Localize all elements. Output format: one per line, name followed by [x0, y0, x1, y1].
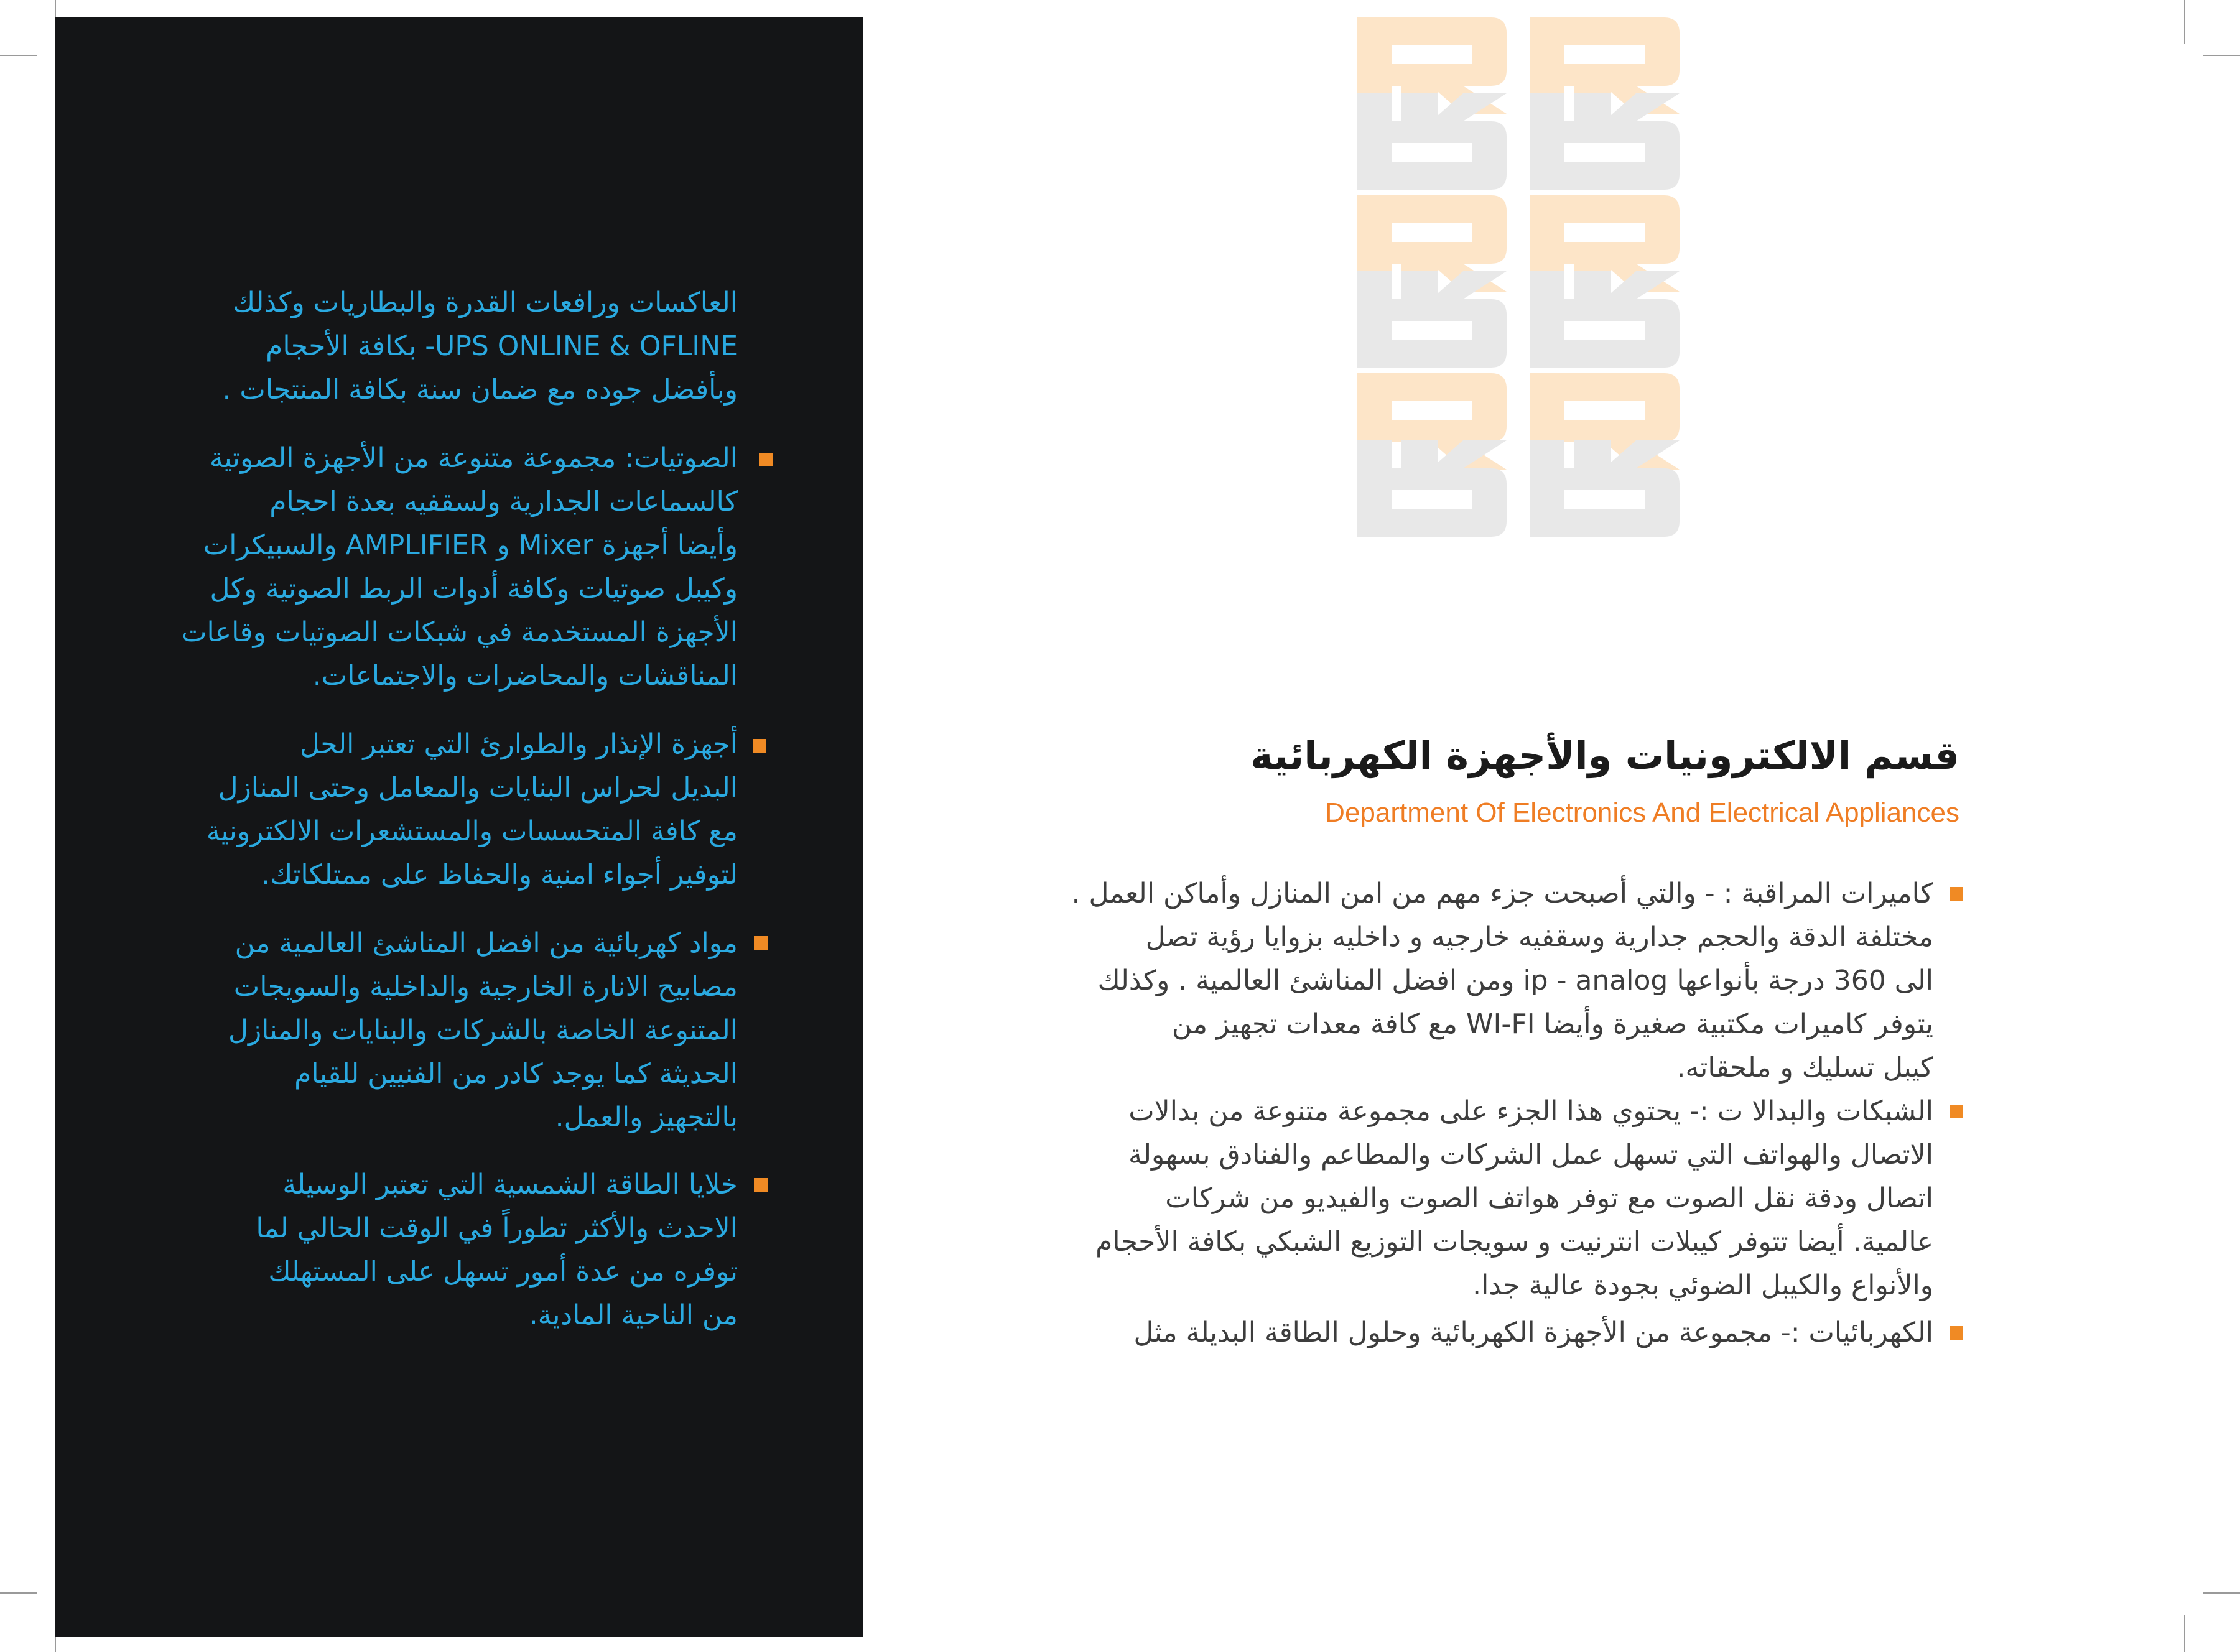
bullet-square: [1950, 1326, 1963, 1340]
text-line: كاميرات المراقبة : - والتي أصبحت جزء مهم من امن المنازل وأماكن العمل .: [1071, 878, 1933, 909]
bullet-square: [753, 739, 766, 753]
bullet-square: [759, 453, 773, 466]
crop-mark: [0, 55, 37, 56]
bullet-square: [1950, 1105, 1963, 1118]
text-line: الاتصال والهواتف التي تسهل عمل الشركات والمطاعم والفنادق بسهولة: [1128, 1139, 1933, 1171]
left-item-electrical-materials: [163, 922, 738, 1139]
text-line: مواد كهربائية من افضل المناشئ العالمية من: [235, 927, 738, 959]
text-line: الشبكات والبدالا ت :- يحتوي هذا الجزء على مجموعة متنوعة من بدالات: [1128, 1095, 1933, 1127]
text-line: بالتجهيز والعمل.: [555, 1102, 738, 1133]
text-line: الاحدث والأكثر تطوراً في الوقت الحالي لما: [256, 1212, 738, 1244]
left-item-alarms: [163, 723, 738, 897]
text-line: وكيبل صوتيات وكافة أدوات الربط الصوتية وكل: [210, 573, 738, 605]
text-line: أجهزة الإنذار والطوارئ التي تعتبر الحل: [300, 728, 738, 760]
text-line: عالمية. أيضا تتوفر كيبلات انترنيت و سويجات التوزيع الشبكي بكافة الأحجام: [1095, 1226, 1933, 1258]
text-line: الى 360 درجة بأنواعها ip - analog ومن افضل المناشئ العالمية . وكذلك: [1097, 965, 1933, 996]
text-line: الحديثة كما يوجد كادر من الفنيين للقيام: [294, 1058, 738, 1090]
bullet-square: [754, 1178, 768, 1192]
text-line: البديل لحراس البنايات والمعامل وحتى المنازل: [218, 772, 738, 804]
text-line: UPS ONLINE & OFLINE- بكافة الأحجام: [266, 330, 738, 362]
department-title-arabic: قسم الالكترونيات والأجهزة الكهربائية: [1250, 733, 1959, 778]
text-line: الصوتيات: مجموعة متنوعة من الأجهزة الصوتية: [209, 442, 738, 474]
bullet-square: [754, 936, 768, 950]
text-line: والأنواع والكيبل الضوئي بجودة عالية جدا.: [1472, 1269, 1933, 1301]
text-line: لتوفير أجواء امنية والحفاظ على ممتلكاتك.: [261, 859, 738, 891]
left-item-solar: [163, 1163, 738, 1337]
crop-mark: [2184, 1615, 2185, 1652]
right-item-networks: [1026, 1090, 1933, 1307]
right-item-cameras: [1026, 872, 1933, 1090]
text-line: كالسماعات الجدارية ولسقفيه بعدة احجام: [269, 486, 738, 517]
text-line: اتصال ودقة نقل الصوت مع توفر هواتف الصوت والفيديو من شركات: [1165, 1182, 1933, 1214]
department-title-english: Department Of Electronics And Electrical Appliances: [1325, 797, 1959, 828]
text-line: وأيضا أجهزة Mixer و AMPLIFIER والسبيكرات: [203, 529, 738, 561]
text-line: كيبل تسليك و ملحقاته.: [1676, 1052, 1933, 1084]
crop-mark: [2203, 1592, 2240, 1594]
text-line: مع كافة المتحسسات والمستشعرات الالكترونية: [206, 815, 738, 847]
text-line: مصابيح الانارة الخارجية والداخلية والسويجات: [233, 971, 738, 1003]
text-line: العاكسات ورافعات القدرة والبطاريات وكذلك: [232, 287, 738, 318]
text-line: وبأفضل جوده مع ضمان سنة بكافة المنتجات .: [222, 374, 738, 406]
left-intro-text: [163, 281, 738, 412]
bullet-square: [1950, 887, 1963, 901]
text-line: المتنوعة الخاصة بالشركات والبنايات والمنازل: [228, 1014, 738, 1046]
text-line: توفره من عدة أمور تسهل على المستهلك: [268, 1256, 738, 1288]
crop-mark: [0, 1592, 37, 1594]
logo-watermark: [1356, 17, 1696, 537]
text-line: من الناحية المادية.: [529, 1299, 738, 1331]
text-line: مختلفة الدقة والحجم جدارية وسقفيه خارجيه و داخليه بزوايا رؤية تصل: [1145, 921, 1933, 953]
text-line: الأجهزة المستخدمة في شبكات الصوتيات وقاعات: [181, 616, 738, 648]
text-line: المناقشات والمحاضرات والاجتماعات.: [312, 660, 738, 692]
left-item-audio: [163, 437, 738, 698]
right-item-electricals: [1026, 1311, 1933, 1355]
crop-mark: [2184, 0, 2185, 44]
text-line: خلايا الطاقة الشمسية التي تعتبر الوسيلة: [282, 1169, 738, 1200]
crop-mark: [2203, 55, 2240, 56]
text-line: الكهربائيات :- مجموعة من الأجهزة الكهربائية وحلول الطاقة البديلة مثل: [1133, 1317, 1933, 1348]
text-line: يتوفر كاميرات مكتبية صغيرة وأيضا WI-FI مع كافة معدات تجهيز من: [1171, 1008, 1933, 1040]
